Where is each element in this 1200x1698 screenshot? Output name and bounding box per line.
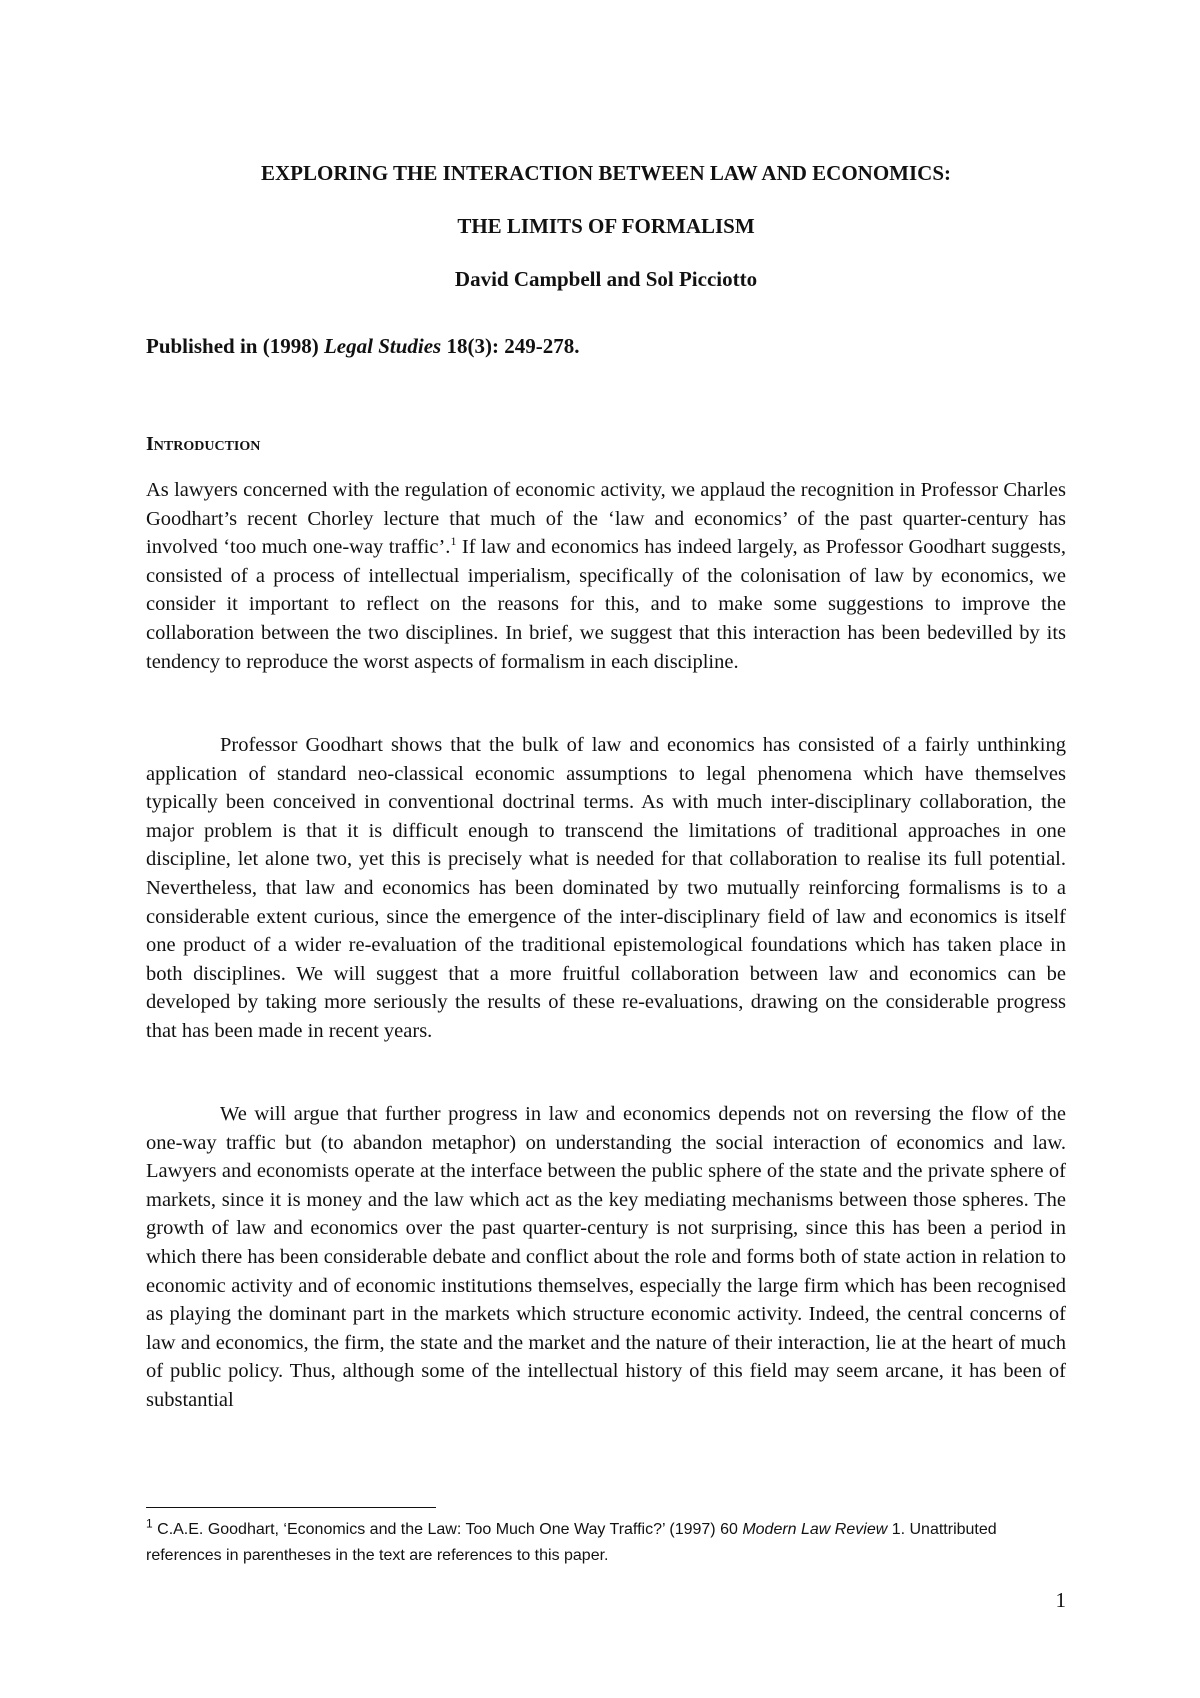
footnote-reference[interactable]: 1 <box>450 534 457 549</box>
footnote-separator <box>146 1507 436 1508</box>
footnote-text-a: C.A.E. Goodhart, ‘Economics and the Law: Too Much One Way Traffic?’ (1997) 60 <box>152 1521 743 1538</box>
title-line-1: EXPLORING THE INTERACTION BETWEEN LAW AND ECONOMICS: <box>260 161 952 185</box>
title-line-2: THE LIMITS OF FORMALISM <box>457 214 755 238</box>
page-number: 1 <box>1055 1588 1066 1612</box>
footnote-marker: 1 <box>146 1516 153 1531</box>
authors: David Campbell and Sol Picciotto <box>454 267 758 291</box>
footnote-journal: Modern Law Review <box>742 1521 888 1538</box>
publication-line <box>146 333 1066 359</box>
journal-name: Legal Studies <box>323 334 442 358</box>
footnote-text-b: 1. Unattributed references in parentheses in the text are references to this paper. <box>146 1521 997 1564</box>
publication-prefix: Published in (1998) <box>146 334 319 358</box>
paragraph-1 <box>146 476 1066 676</box>
paragraph-1-text-b: If law and economics has indeed largely, as Professor Goodhart suggests, consisted of a process of intellectual imperialism, specifically of the colonisation of law by economics, we consider it important to reflect on the reasons for this, and to make some suggestions to improve the collaboration between the two disciplines. In brief, we suggest that this interaction has been bedevilled by its tendency to reproduce the worst aspects of formalism in each discipline. <box>146 536 1066 673</box>
publication-citation: 18(3): 249-278. <box>446 334 580 358</box>
paragraph-2: Professor Goodhart shows that the bulk of law and economics has consisted of a fairly unthinking application of standard neo-classical economic assumptions to legal phenomena which have themselves typically been conceived in conventional doctrinal terms. As with much inter-disciplinary collaboration, the major problem is that it is difficult enough to transcend the limitations of traditional approaches in one discipline, let alone two, yet this is precisely what is needed for that collaboration to realise its full potential. Nevertheless, that law and economics has been dominated by two mutually reinforcing formalisms is to a considerable extent curious, since the emergence of the inter-disciplinary field of law and economics is itself one product of a wider re-evaluation of the traditional epistemological foundations which has taken place in both disciplines. We will suggest that a more fruitful collaboration between law and economics can be developed by taking more seriously the results of these re-evaluations, drawing on the considerable progress that has been made in recent years. <box>146 734 1066 1042</box>
paragraph-3: We will argue that further progress in law and economics depends not on reversing the flow of the one-way traffic but (to abandon metaphor) on understanding the social interaction of economics and law. Lawyers and economists operate at the interface between the public sphere of the state and the private sphere of markets, since it is money and the law which act as the key mediating mechanisms between those spheres. The growth of law and economics over the past quarter-century is not surprising, since this has been a period in which there has been considerable debate and conflict about the role and forms both of state action in relation to economic activity and of economic institutions themselves, especially the large firm which has been recognised as playing the dominant part in the markets which structure economic activity. Indeed, the central concerns of law and economics, the firm, the state and the market and the nature of their interaction, lie at the heart of much of public policy. Thus, although some of the intellectual history of this field may seem arcane, it has been of substantial <box>146 1103 1066 1411</box>
section-heading: Introduction <box>146 433 261 455</box>
paragraph-1-text-a: As lawyers concerned with the regulation of economic activity, we applaud the recognition in Professor Charles Goodhart’s recent Chorley lecture that much of the ‘law and economics’ of the past quarter-century has involved ‘too much one-way traffic’. <box>146 479 1066 559</box>
footnote <box>146 1517 1066 1569</box>
